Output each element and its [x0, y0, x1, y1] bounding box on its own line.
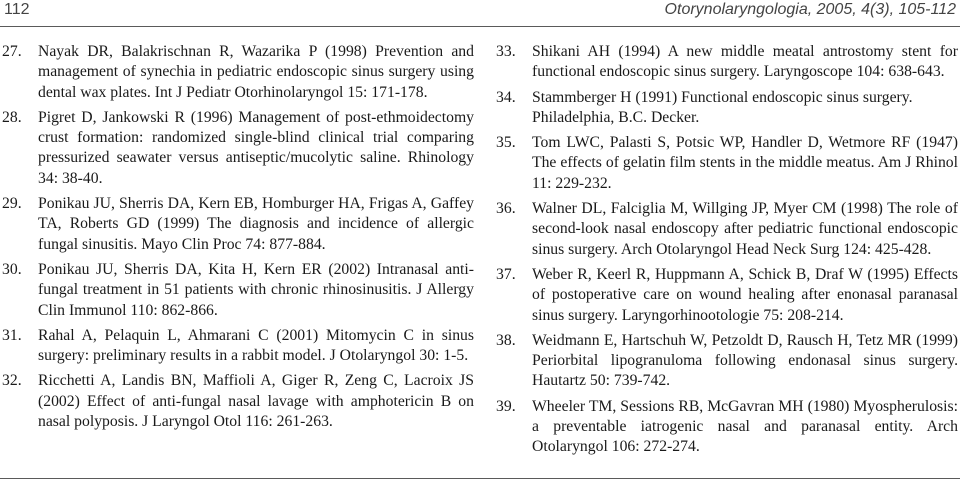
references-column-right — [496, 42, 958, 463]
reference-item — [496, 199, 958, 260]
reference-item — [2, 194, 474, 255]
reference-item — [2, 260, 474, 321]
reference-number: 31. — [2, 326, 22, 344]
reference-number: 39. — [496, 397, 516, 415]
reference-number: 38. — [496, 331, 516, 349]
reference-item — [2, 42, 474, 103]
reference-item — [496, 88, 958, 129]
reference-text: Stammberger H (1991) Functional endoscopic sinus surgery. Philadelphia, B.C. Decker. — [532, 88, 913, 126]
reference-text: Weidmann E, Hartschuh W, Petzoldt D, Rausch H, Tetz MR (1999) Periorbital lipogranuloma following endonasal sinus surgery. Hautartz 50: 739-742. — [532, 331, 958, 390]
page-number: 112 — [4, 1, 30, 18]
reference-text: Ricchetti A, Landis BN, Maffioli A, Giger R, Zeng C, Lacroix JS (2002) Effect of anti-fungal nasal lavage with amphotericin B on nasal polyposis. J Laryngol Otol 116: 261-263. — [38, 372, 474, 431]
reference-text: Ponikau JU, Sherris DA, Kern EB, Homburger HA, Frigas A, Gaffey TA, Roberts GD (1999) The diagnosis and incidence of allergic fungal sinusitis. Mayo Clin Proc 74: 877-884. — [38, 195, 474, 253]
reference-number: 34. — [496, 88, 516, 106]
reference-text: Shikani AH (1994) A new middle meatal antrostomy stent for functional endoscopic sinus surgery. Laryngoscope 104: 638-643. — [532, 43, 958, 81]
reference-number: 35. — [496, 134, 516, 152]
reference-number: 30. — [2, 260, 22, 278]
reference-number: 36. — [496, 200, 516, 218]
references-column-left — [2, 42, 474, 437]
header-divider — [0, 26, 960, 27]
reference-item — [2, 326, 474, 367]
reference-item — [496, 42, 958, 83]
reference-number: 32. — [2, 372, 22, 390]
reference-number: 33. — [496, 43, 516, 60]
page-header — [0, 0, 960, 32]
reference-item — [496, 331, 958, 392]
reference-text: Rahal A, Pelaquin L, Ahmarani C (2001) Mitomycin C in sinus surgery: preliminary results in a rabbit model. J Otolaryngol 30: 1-5. — [38, 326, 474, 365]
reference-text: Pigret D, Jankowski R (1996) Management of post-ethmoidectomy crust formation: randomized single-blind clinical trial comparing pressurized seawater versus antiseptic/mucolytic saline. Rhinology 34: 38-40. — [38, 108, 474, 187]
reference-text: Walner DL, Falciglia M, Willging JP, Myer CM (1998) The role of second-look nasal endoscopy after pediatric functional endoscopic sinus surgery. Arch Otolaryngol Head Neck Surg 124: 425-428. — [532, 200, 958, 258]
reference-item — [2, 371, 474, 432]
journal-citation: Otorynolaryngologia, 2005, 4(3), 105-112 — [664, 1, 956, 18]
reference-number: 37. — [496, 265, 516, 283]
footer-divider — [0, 478, 960, 479]
reference-text: Ponikau JU, Sherris DA, Kita H, Kern ER (2002) Intranasal anti-fungal treatment in 51 patients with chronic rhinosinusitis. J Allergy Clin Immunol 110: 862-866. — [38, 260, 474, 319]
reference-item — [496, 133, 958, 194]
reference-number: 29. — [2, 195, 22, 213]
reference-number: 27. — [2, 43, 22, 60]
reference-item — [496, 265, 958, 326]
reference-text: Nayak DR, Balakrischnan R, Wazarika P (1998) Prevention and management of synechia in pediatric endoscopic sinus surgery using dental wax plates. Int J Pediatr Otorhinolaryngol 15: 171-178. — [38, 43, 474, 101]
reference-number: 28. — [2, 108, 22, 126]
reference-text: Tom LWC, Palasti S, Potsic WP, Handler D, Wetmore RF (1947) The effects of gelatin film stents in the middle meatus. Am J Rhinol 11: 229-232. — [532, 134, 958, 192]
reference-text: Weber R, Keerl R, Huppmann A, Schick B, Draf W (1995) Effects of postoperative care on wound healing after enonasal paranasal sinus surgery. Laryngorhinootologie 75: 208-214. — [532, 265, 958, 324]
reference-text: Wheeler TM, Sessions RB, McGavran MH (1980) Myospherulosis: a preventable iatrogenic nasal and paranasal entity. Arch Otolaryngol 106: 272-274. — [532, 397, 958, 456]
reference-item — [2, 108, 474, 189]
reference-item — [496, 397, 958, 458]
